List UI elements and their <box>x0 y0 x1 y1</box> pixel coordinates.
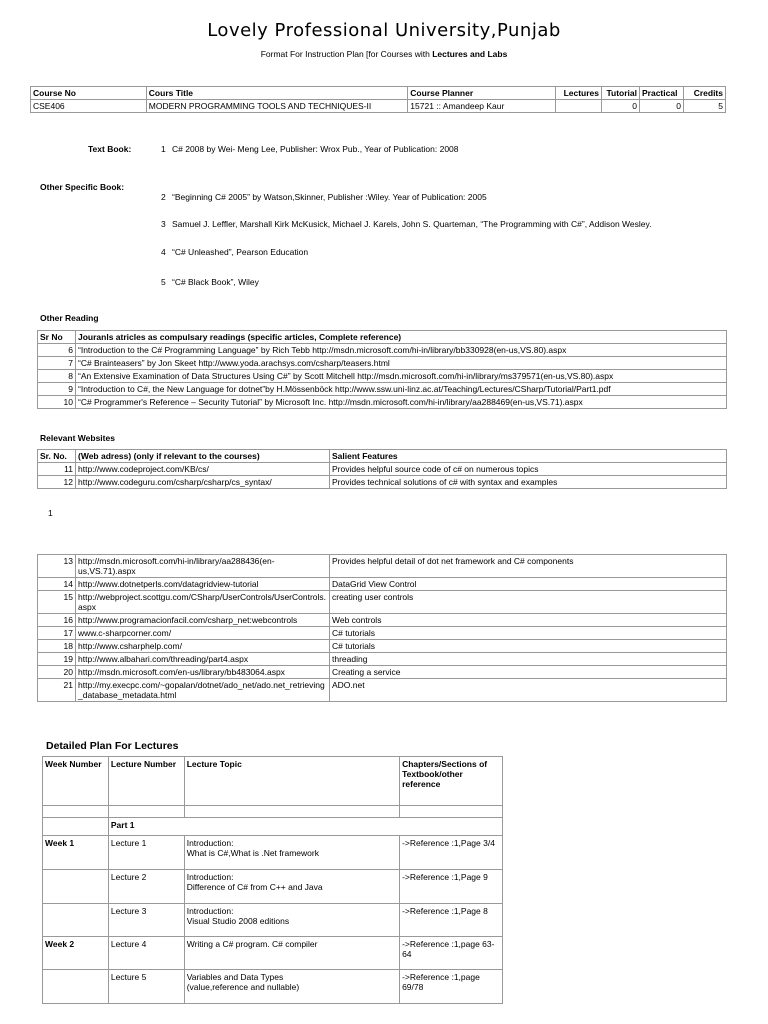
site-feature: Provides helpful source code of c# on numerous topics <box>330 463 727 476</box>
tutorial-value: 0 <box>602 100 640 113</box>
site-url[interactable]: http://msdn.microsoft.com/hi-in/library/aa288436(en-us,VS.71).aspx <box>76 555 330 578</box>
site-url[interactable]: http://my.execpc.com/~gopalan/dotnet/ado_net/ado.net_retrieving_database_metadata.html <box>76 679 330 702</box>
site-num: 19 <box>38 653 76 666</box>
reading-num: 9 <box>38 383 76 396</box>
site-url[interactable]: http://www.albahari.com/threading/part4.aspx <box>76 653 330 666</box>
lecture-topic: Variables and Data Types (value,reference and nullable) <box>184 970 399 1004</box>
site-feature: Provides technical solutions of c# with syntax and examples <box>330 476 727 489</box>
site-url[interactable]: http://www.codeproject.com/KB/cs/ <box>76 463 330 476</box>
col-tutorial: Tutorial <box>602 87 640 100</box>
site-feature: DataGrid View Control <box>330 578 727 591</box>
site-num: 15 <box>38 591 76 614</box>
col-course-title: Cours Title <box>146 87 408 100</box>
format-subtitle: Format For Instruction Plan [for Courses with Lectures and Labs <box>260 49 508 59</box>
col-salient-features: Salient Features <box>330 450 727 463</box>
text-book-label: Text Book: <box>88 144 132 154</box>
site-num: 18 <box>38 640 76 653</box>
site-url[interactable]: http://webproject.scottgu.com/CSharp/UserControls/UserControls.aspx <box>76 591 330 614</box>
site-feature: ADO.net <box>330 679 727 702</box>
col-course-planner: Course Planner <box>408 87 556 100</box>
site-url[interactable]: www.c-sharpcorner.com/ <box>76 627 330 640</box>
credits-value: 5 <box>683 100 725 113</box>
university-title: Lovely Professional University,Punjab <box>207 20 561 41</box>
websites-table <box>37 449 727 489</box>
col-credits: Credits <box>683 87 725 100</box>
course-title: MODERN PROGRAMMING TOOLS AND TECHNIQUES-II <box>146 100 408 113</box>
websites-table-continued <box>37 554 727 702</box>
lecture-topic: Introduction: What is C#,What is .Net framework <box>184 836 399 870</box>
lecture-reference: ->Reference :1,Page 3/4 <box>400 836 503 870</box>
other-book-item: 5 “C# Black Book”, Wiley <box>161 277 259 287</box>
col-journals: Jouranls atricles as compulsary readings (specific articles, Complete reference) <box>76 331 727 344</box>
site-feature: C# tutorials <box>330 640 727 653</box>
col-lecture-topic: Lecture Topic <box>184 757 399 806</box>
week-number <box>43 970 109 1004</box>
lecture-number: Lecture 5 <box>108 970 184 1004</box>
col-practical: Practical <box>640 87 684 100</box>
site-num: 20 <box>38 666 76 679</box>
site-num: 17 <box>38 627 76 640</box>
practical-value: 0 <box>640 100 684 113</box>
site-num: 13 <box>38 555 76 578</box>
site-num: 14 <box>38 578 76 591</box>
reading-num: 8 <box>38 370 76 383</box>
reading-table <box>37 330 727 409</box>
site-feature: Web controls <box>330 614 727 627</box>
reading-num: 10 <box>38 396 76 409</box>
lecture-number: Lecture 3 <box>108 904 184 937</box>
lecture-topic: Introduction: Visual Studio 2008 editions <box>184 904 399 937</box>
site-url[interactable]: http://www.dotnetperls.com/datagridview-tutorial <box>76 578 330 591</box>
site-num: 11 <box>38 463 76 476</box>
site-feature: creating user controls <box>330 591 727 614</box>
reading-text: “Introduction to C#, the New Language for dotnet”by H.Mössenböck http://www.ssw.uni-linz.ac.at/Teaching/Lectures/CSharp/Tutorial/Part1.pdf <box>76 383 727 396</box>
page-number: 1 <box>48 508 53 518</box>
lecture-number: Lecture 2 <box>108 870 184 904</box>
week-number: Week 2 <box>43 937 109 970</box>
site-num: 12 <box>38 476 76 489</box>
reading-text: “C# Brainteasers” by Jon Skeet http://www.yoda.arachsys.com/csharp/teasers.html <box>76 357 727 370</box>
site-feature: C# tutorials <box>330 627 727 640</box>
reading-text: “Introduction to the C# Programming Language” by Rich Tebb http://msdn.microsoft.com/hi-in/library/bb330928(en-us,VS.80).aspx <box>76 344 727 357</box>
course-planner: 15721 :: Amandeep Kaur <box>408 100 556 113</box>
reading-num: 7 <box>38 357 76 370</box>
lecture-plan-table <box>42 756 503 1004</box>
site-url[interactable]: http://www.codeguru.com/csharp/csharp/cs_syntax/ <box>76 476 330 489</box>
lectures-value <box>556 100 602 113</box>
lecture-topic: Writing a C# program. C# compiler <box>184 937 399 970</box>
col-week-number: Week Number <box>43 757 109 806</box>
websites-label: Relevant Websites <box>40 433 115 443</box>
site-feature: threading <box>330 653 727 666</box>
col-sr-no: Sr. No. <box>38 450 76 463</box>
col-chapters-ref: Chapters/Sections of Textbook/other reference <box>400 757 503 806</box>
site-url[interactable]: http://www.programacionfacil.com/csharp_net:webcontrols <box>76 614 330 627</box>
reading-num: 6 <box>38 344 76 357</box>
part-heading: Part 1 <box>108 818 502 836</box>
lecture-number: Lecture 1 <box>108 836 184 870</box>
lecture-topic: Introduction: Difference of C# from C++ and Java <box>184 870 399 904</box>
other-book-item: 2 “Beginning C# 2005” by Watson,Skinner, Publisher :Wiley. Year of Publication: 2005 <box>161 192 487 202</box>
week-number <box>43 904 109 937</box>
col-course-no: Course No <box>31 87 147 100</box>
other-book-item: 4 “C# Unleashed”, Pearson Education <box>161 247 309 257</box>
site-url[interactable]: http://msdn.microsoft.com/en-us/library/bb483064.aspx <box>76 666 330 679</box>
course-table <box>30 86 726 113</box>
site-num: 21 <box>38 679 76 702</box>
col-sr-no: Sr No <box>38 331 76 344</box>
other-reading-label: Other Reading <box>40 313 99 323</box>
lecture-plan-title: Detailed Plan For Lectures <box>46 740 179 752</box>
lecture-reference: ->Reference :1,Page 8 <box>400 904 503 937</box>
week-number: Week 1 <box>43 836 109 870</box>
format-bold: Lectures and Labs <box>432 49 508 59</box>
site-feature: Creating a service <box>330 666 727 679</box>
week-number <box>43 870 109 904</box>
lecture-reference: ->Reference :1,Page 9 <box>400 870 503 904</box>
lecture-reference: ->Reference :1,page 69/78 <box>400 970 503 1004</box>
course-no: CSE406 <box>31 100 147 113</box>
site-feature: Provides helpful detail of dot net framework and C# components <box>330 555 727 578</box>
site-num: 16 <box>38 614 76 627</box>
lecture-reference: ->Reference :1,page 63-64 <box>400 937 503 970</box>
other-book-label: Other Specific Book: <box>40 182 125 192</box>
col-lecture-number: Lecture Number <box>108 757 184 806</box>
col-lectures: Lectures <box>556 87 602 100</box>
site-url[interactable]: http://www.csharphelp.com/ <box>76 640 330 653</box>
other-book-item: 3 Samuel J. Leffler, Marshall Kirk McKusick, Michael J. Karels, John S. Quarteman, “The Programming with C#”, Addison Wesley. <box>161 219 652 229</box>
reading-text: “An Extensive Examination of Data Structures Using C#” by Scott Mitchell http://msdn.microsoft.com/hi-in/library/ms379571(en-us,VS.80).aspx <box>76 370 727 383</box>
lecture-number: Lecture 4 <box>108 937 184 970</box>
reading-text: “C# Programmer's Reference – Security Tutorial” by Microsoft Inc. http://msdn.microsoft.com/hi-in/library/aa288469(en-us,VS.71).aspx <box>76 396 727 409</box>
col-web-address: (Web adress) (only if relevant to the courses) <box>76 450 330 463</box>
text-book-entry: 1 C# 2008 by Wei- Meng Lee, Publisher: Wrox Pub., Year of Publication: 2008 <box>161 144 459 154</box>
